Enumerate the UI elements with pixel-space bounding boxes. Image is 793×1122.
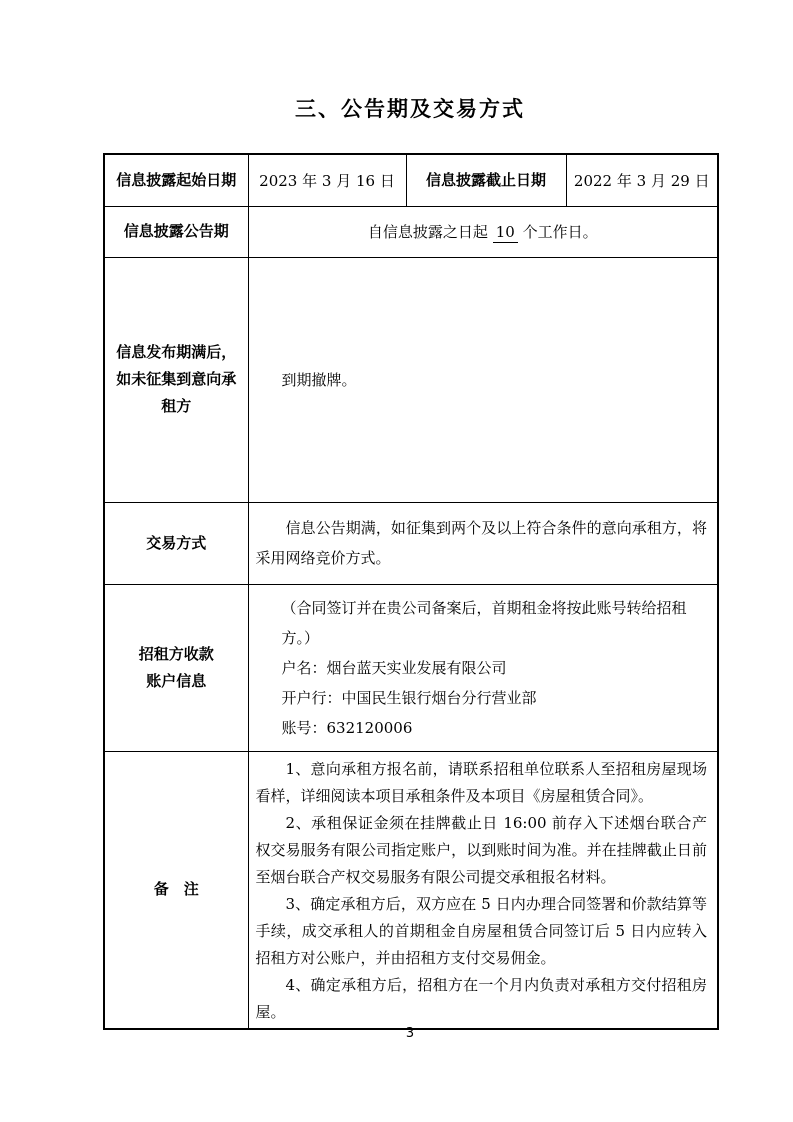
announcement-table	[103, 153, 719, 1030]
disclosure-end-label: 信息披露截止日期	[406, 154, 566, 206]
payee-label-line: 招租方收款	[138, 644, 214, 663]
page-title: 三、公告期及交易方式	[295, 96, 525, 121]
expiry-no-tenant-label	[104, 257, 248, 502]
page-number: 3	[405, 1026, 415, 1041]
remarks-value	[248, 751, 718, 1029]
disclosure-start-label: 信息披露起始日期	[104, 154, 248, 206]
table-row-expiry-no-tenant	[104, 257, 718, 502]
table-row-transaction-method	[104, 502, 718, 584]
expiry-label-line: 租方	[161, 397, 192, 415]
remarks-paragraph-3: 3、确定承租方后，双方应在 5 日内办理合同签署和价款结算等手续，成交承租人的首期租金自房屋租赁合同签订后 5 日内应转入招租方对公账户，并由招租方支付交易佣金。	[255, 894, 707, 967]
document-content	[103, 0, 717, 1030]
payee-account-holder: 户名：烟台蓝天实业发展有限公司	[281, 658, 507, 677]
remarks-paragraph-2: 2、承租保证金须在挂牌截止日 16:00 前存入下述烟台联合产权交易服务有限公司指定账户，以到账时间为准。并在挂牌截止日前至烟台联合产权交易服务有限公司提交承租报名材料。	[255, 813, 707, 886]
expiry-label-line: 信息发布期满后，	[116, 343, 237, 361]
payee-account-label	[104, 584, 248, 751]
remarks-paragraph-4: 4、确定承租方后，招租方在一个月内负责对承租方交付招租房屋。	[255, 975, 707, 1021]
payee-account-note: （合同签订并在贵公司备案后，首期租金将按此账号转给招租方。）	[281, 598, 687, 647]
disclosure-start-value: 2023 年 3 月 16 日	[248, 154, 406, 206]
payee-label-line: 账户信息	[146, 671, 207, 690]
expiry-no-tenant-value: 到期撤牌。	[248, 257, 718, 502]
announcement-period-prefix: 自信息披露之日起	[367, 223, 488, 241]
table-row-announcement-period	[104, 206, 718, 257]
announcement-period-days: 10	[493, 223, 518, 243]
transaction-method-label: 交易方式	[104, 502, 248, 584]
table-row-payee-account	[104, 584, 718, 751]
transaction-method-paragraph: 信息公告期满，如征集到两个及以上符合条件的意向承租方，将采用网络竞价方式。	[255, 519, 707, 567]
payee-account-number: 账号：632120006	[281, 718, 413, 737]
table-row-remarks	[104, 751, 718, 1029]
announcement-period-value	[248, 206, 718, 257]
announcement-period-suffix: 个工作日。	[522, 223, 598, 241]
table-row-disclosure-dates	[104, 154, 718, 206]
remarks-paragraph-1: 1、意向承租方报名前，请联系招租单位联系人至招租房屋现场看样，详细阅读本项目承租条件及本项目《房屋租赁合同》。	[255, 759, 707, 805]
transaction-method-value	[248, 502, 718, 584]
payee-account-value	[248, 584, 718, 751]
disclosure-end-value: 2022 年 3 月 29 日	[566, 154, 718, 206]
remarks-label: 备 注	[104, 751, 248, 1029]
announcement-period-label: 信息披露公告期	[104, 206, 248, 257]
expiry-label-line: 如未征集到意向承	[116, 370, 237, 388]
payee-account-bank: 开户行：中国民生银行烟台分行营业部	[281, 688, 537, 707]
